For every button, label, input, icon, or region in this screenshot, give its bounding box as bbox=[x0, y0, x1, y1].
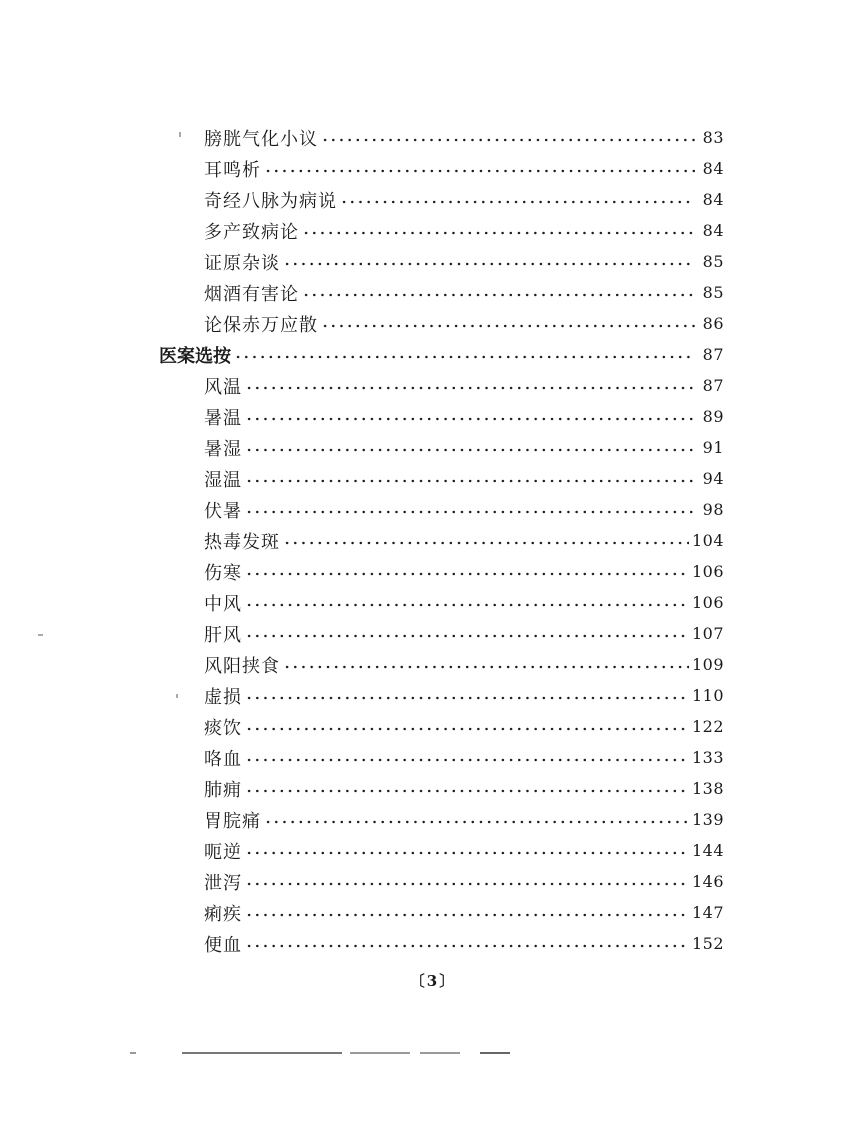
toc-entry-row bbox=[0, 246, 866, 277]
toc-entry bbox=[204, 559, 724, 585]
toc-entry-title: 中风 bbox=[204, 593, 242, 615]
toc-entry-row bbox=[0, 835, 866, 866]
scan-mark bbox=[176, 694, 178, 698]
dot-leader bbox=[283, 541, 689, 545]
scan-mark bbox=[179, 132, 181, 137]
dot-leader bbox=[245, 944, 689, 948]
toc-entry-title: 膀胱气化小议 bbox=[204, 128, 318, 150]
toc-entry bbox=[204, 714, 724, 740]
scan-specks bbox=[130, 1052, 550, 1054]
toc-entry-page: 86 bbox=[702, 314, 724, 333]
dot-leader bbox=[340, 200, 695, 204]
toc-entry bbox=[204, 528, 724, 554]
toc-entry-title: 风阳挟食 bbox=[204, 655, 280, 677]
dot-leader bbox=[321, 324, 695, 328]
toc-entry bbox=[204, 807, 724, 833]
toc-entry-page: 147 bbox=[691, 903, 724, 922]
toc-entry bbox=[204, 311, 724, 337]
toc-entry-title: 多产致病论 bbox=[204, 221, 299, 243]
toc-entry bbox=[204, 869, 724, 895]
toc-entry bbox=[204, 218, 724, 244]
dot-leader bbox=[245, 572, 689, 576]
dot-leader bbox=[245, 386, 695, 390]
toc-entry-title: 痰饮 bbox=[204, 717, 242, 739]
scan-mark bbox=[38, 634, 43, 636]
toc-entry bbox=[204, 280, 724, 306]
toc-entry bbox=[204, 900, 724, 926]
dot-leader bbox=[245, 417, 695, 421]
toc-entry-row bbox=[0, 897, 866, 928]
toc-entry-row bbox=[0, 525, 866, 556]
toc-entry-row bbox=[0, 215, 866, 246]
toc-entry bbox=[204, 404, 724, 430]
dot-leader bbox=[245, 851, 689, 855]
toc-entry bbox=[204, 373, 724, 399]
toc-entry-title: 胃脘痛 bbox=[204, 810, 261, 832]
toc-entry bbox=[204, 156, 724, 182]
dot-leader bbox=[302, 293, 695, 297]
toc-entry-page: 106 bbox=[691, 593, 724, 612]
toc-section-row bbox=[0, 339, 866, 370]
toc-entry bbox=[204, 621, 724, 647]
toc-entry-title: 痢疾 bbox=[204, 903, 242, 925]
toc-entry-row bbox=[0, 122, 866, 153]
dot-leader bbox=[245, 479, 695, 483]
toc-entry-title: 论保赤万应散 bbox=[204, 314, 318, 336]
dot-leader bbox=[245, 758, 689, 762]
toc-entry-title: 虚损 bbox=[204, 686, 242, 708]
toc-entry-page: 106 bbox=[691, 562, 724, 581]
toc-entry-title: 伏暑 bbox=[204, 500, 242, 522]
table-of-contents bbox=[0, 122, 866, 959]
dot-leader bbox=[283, 665, 689, 669]
toc-entry-page: 144 bbox=[691, 841, 724, 860]
toc-entry-page: 87 bbox=[702, 345, 724, 364]
toc-entry bbox=[204, 838, 724, 864]
toc-entry-row bbox=[0, 587, 866, 618]
toc-entry-page: 91 bbox=[702, 438, 724, 457]
toc-entry-page: 139 bbox=[691, 810, 724, 829]
dot-leader bbox=[264, 169, 695, 173]
toc-entry-page: 84 bbox=[702, 190, 724, 209]
toc-entry-row bbox=[0, 308, 866, 339]
toc-entry-title: 泄泻 bbox=[204, 872, 242, 894]
toc-entry-page: 152 bbox=[691, 934, 724, 953]
toc-entry-title: 咯血 bbox=[204, 748, 242, 770]
toc-entry-title: 热毒发斑 bbox=[204, 531, 280, 553]
toc-entry-row bbox=[0, 742, 866, 773]
dot-leader bbox=[245, 603, 689, 607]
toc-entry-row bbox=[0, 184, 866, 215]
toc-entry-row bbox=[0, 432, 866, 463]
toc-entry-title: 呃逆 bbox=[204, 841, 242, 863]
dot-leader bbox=[245, 913, 689, 917]
dot-leader bbox=[234, 355, 695, 359]
toc-entry-row bbox=[0, 711, 866, 742]
dot-leader bbox=[264, 820, 689, 824]
dot-leader bbox=[245, 510, 695, 514]
dot-leader bbox=[283, 262, 695, 266]
toc-entry-row bbox=[0, 649, 866, 680]
page-number: 〔3〕 bbox=[409, 972, 457, 990]
toc-entry-page: 83 bbox=[702, 128, 724, 147]
toc-entry-title: 便血 bbox=[204, 934, 242, 956]
toc-entry bbox=[204, 683, 724, 709]
toc-entry-page: 122 bbox=[691, 717, 724, 736]
toc-entry-title: 肺痈 bbox=[204, 779, 242, 801]
toc-entry-page: 85 bbox=[702, 252, 724, 271]
toc-entry bbox=[204, 931, 724, 957]
toc-entry-page: 109 bbox=[691, 655, 724, 674]
toc-entry-page: 138 bbox=[691, 779, 724, 798]
toc-entry-page: 98 bbox=[702, 500, 724, 519]
toc-entry-title: 烟酒有害论 bbox=[204, 283, 299, 305]
toc-entry-title: 伤寒 bbox=[204, 562, 242, 584]
toc-entry-page: 133 bbox=[691, 748, 724, 767]
toc-entry bbox=[204, 125, 724, 151]
toc-entry-row bbox=[0, 804, 866, 835]
toc-entry-title: 风温 bbox=[204, 376, 242, 398]
toc-entry-page: 146 bbox=[691, 872, 724, 891]
toc-entry-row bbox=[0, 618, 866, 649]
toc-entry-page: 84 bbox=[702, 221, 724, 240]
toc-entry-page: 85 bbox=[702, 283, 724, 302]
toc-entry-row bbox=[0, 463, 866, 494]
toc-entry-row bbox=[0, 773, 866, 804]
toc-entry bbox=[204, 249, 724, 275]
toc-entry-row bbox=[0, 401, 866, 432]
toc-entry bbox=[159, 342, 724, 368]
toc-entry-page: 104 bbox=[691, 531, 724, 550]
dot-leader bbox=[245, 696, 689, 700]
dot-leader bbox=[302, 231, 695, 235]
toc-entry-page: 110 bbox=[691, 686, 724, 705]
toc-entry-title: 耳鸣析 bbox=[204, 159, 261, 181]
toc-entry-page: 84 bbox=[702, 159, 724, 178]
toc-entry-title: 暑湿 bbox=[204, 438, 242, 460]
dot-leader bbox=[245, 882, 689, 886]
dot-leader bbox=[245, 727, 689, 731]
toc-entry bbox=[204, 466, 724, 492]
toc-entry-title: 医案选按 bbox=[159, 345, 231, 367]
toc-entry-row bbox=[0, 866, 866, 897]
toc-entry-title: 奇经八脉为病说 bbox=[204, 190, 337, 212]
toc-entry-title: 暑温 bbox=[204, 407, 242, 429]
toc-entry bbox=[204, 187, 724, 213]
toc-entry-title: 肝风 bbox=[204, 624, 242, 646]
toc-entry-row bbox=[0, 556, 866, 587]
toc-entry-row bbox=[0, 277, 866, 308]
toc-entry bbox=[204, 776, 724, 802]
toc-entry-page: 87 bbox=[702, 376, 724, 395]
toc-entry-page: 94 bbox=[702, 469, 724, 488]
toc-entry-row bbox=[0, 680, 866, 711]
toc-entry-page: 89 bbox=[702, 407, 724, 426]
toc-entry-page: 107 bbox=[691, 624, 724, 643]
toc-entry bbox=[204, 590, 724, 616]
dot-leader bbox=[321, 138, 695, 142]
toc-entry-row bbox=[0, 153, 866, 184]
toc-entry-row bbox=[0, 494, 866, 525]
toc-entry bbox=[204, 652, 724, 678]
dot-leader bbox=[245, 634, 689, 638]
dot-leader bbox=[245, 448, 695, 452]
toc-entry-row bbox=[0, 370, 866, 401]
toc-entry-title: 湿温 bbox=[204, 469, 242, 491]
dot-leader bbox=[245, 789, 689, 793]
toc-entry-row bbox=[0, 928, 866, 959]
toc-entry bbox=[204, 497, 724, 523]
toc-entry bbox=[204, 745, 724, 771]
toc-entry-title: 证原杂谈 bbox=[204, 252, 280, 274]
toc-entry bbox=[204, 435, 724, 461]
